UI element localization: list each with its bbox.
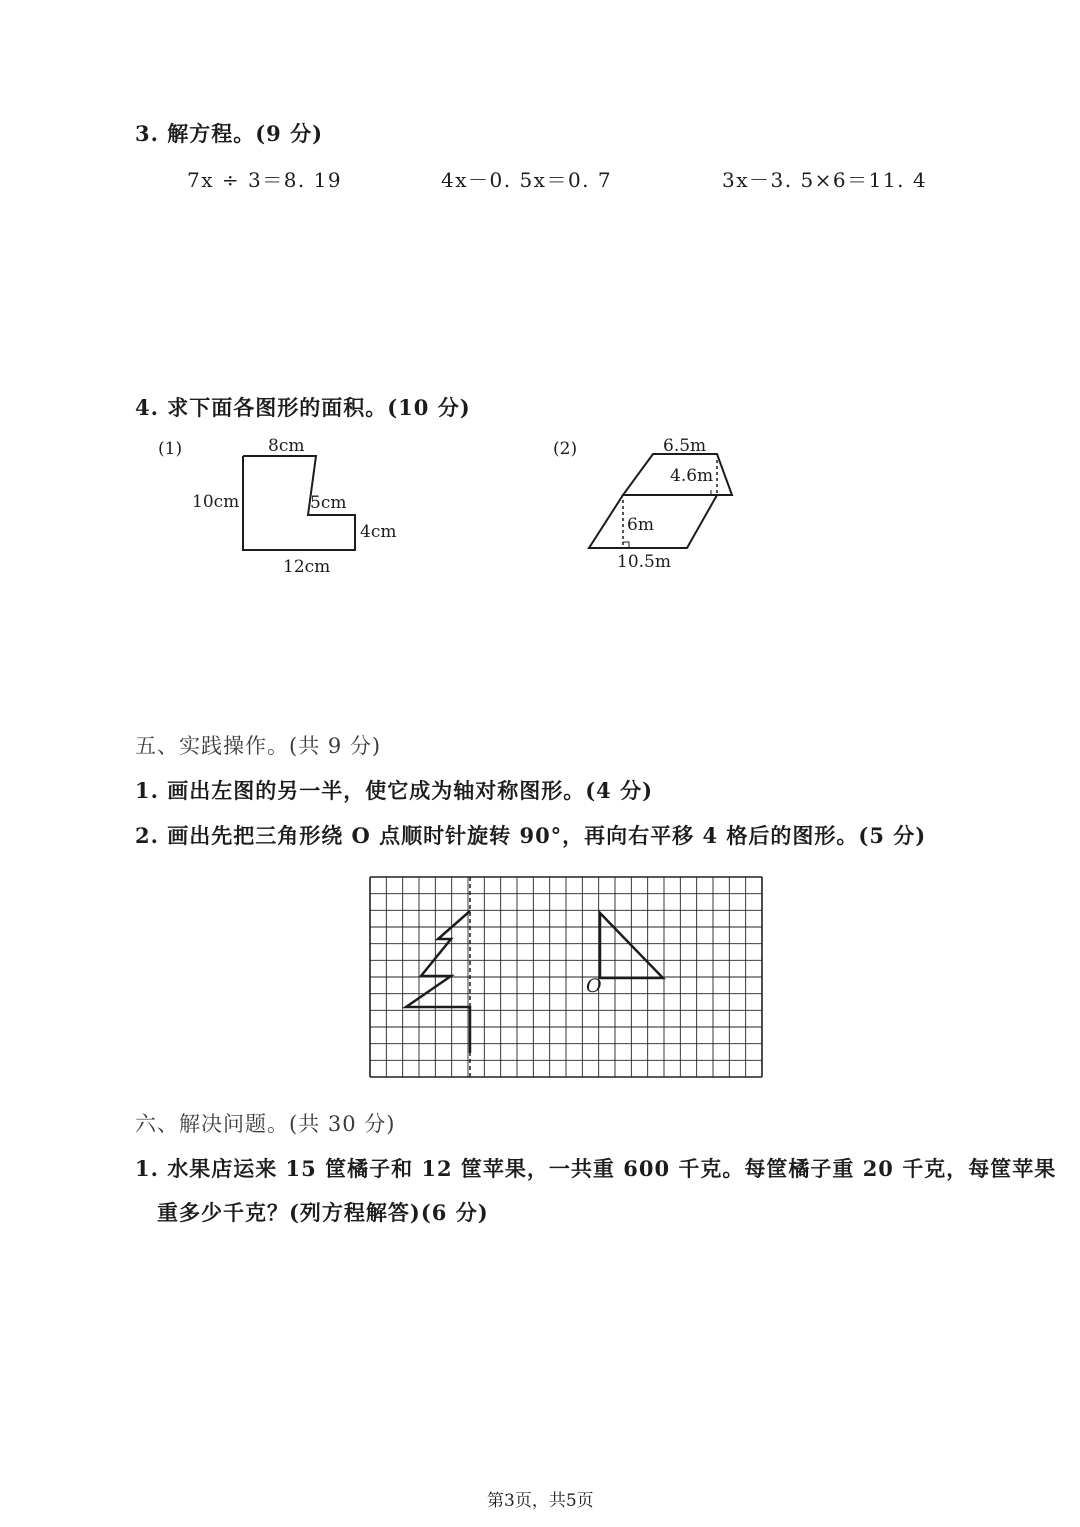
figure-2-composite-shape (545, 430, 805, 580)
equation-2: 4x－0. 5x＝0. 7 (441, 168, 613, 192)
figure-1-top-length: 8cm (268, 436, 305, 456)
equation-3: 3x－3. 5×6＝11. 4 (722, 168, 928, 192)
q3-title: 3. 解方程。(9 分) (135, 121, 324, 146)
figure-2-top-length: 6.5m (663, 436, 707, 456)
figure-2-parallelogram-height: 6m (627, 515, 654, 535)
figure-1-right-length: 4cm (360, 522, 397, 542)
figure-1-l-shape (150, 430, 420, 580)
figure-2-label: (2) (553, 439, 578, 459)
figure-1-inner-length: 5cm (310, 493, 347, 513)
page-number: 第3页，共5页 (487, 1491, 594, 1511)
figure-2-trapezoid-height: 4.6m (670, 466, 714, 486)
drawing-grid (368, 875, 764, 1079)
section-6-title: 六、解决问题。(共 30 分) (135, 1112, 396, 1136)
point-o-label: O (586, 975, 602, 997)
figure-1-label: (1) (158, 439, 183, 459)
figure-1-bottom-length: 12cm (283, 557, 331, 577)
q4-title: 4. 求下面各图形的面积。(10 分) (135, 395, 471, 420)
half-figure-outline (406, 911, 470, 1053)
section-5-question-1: 1. 画出左图的另一半，使它成为轴对称图形。(4 分) (135, 778, 654, 803)
section-6-question-1-line-2: 重多少千克？(列方程解答)(6 分) (157, 1200, 489, 1225)
figure-1-left-length: 10cm (192, 492, 240, 512)
equation-1: 7x ÷ 3＝8. 19 (187, 168, 343, 192)
section-5-title: 五、实践操作。(共 9 分) (135, 734, 382, 758)
section-6-question-1-line-1: 1. 水果店运来 15 筐橘子和 12 筐苹果，一共重 600 千克。每筐橘子重 20 千克，每筐苹果 (135, 1156, 1057, 1181)
section-5-question-2: 2. 画出先把三角形绕 O 点顺时针旋转 90°，再向右平移 4 格后的图形。(5 分) (135, 823, 927, 848)
figure-2-bottom-length: 10.5m (617, 552, 671, 572)
